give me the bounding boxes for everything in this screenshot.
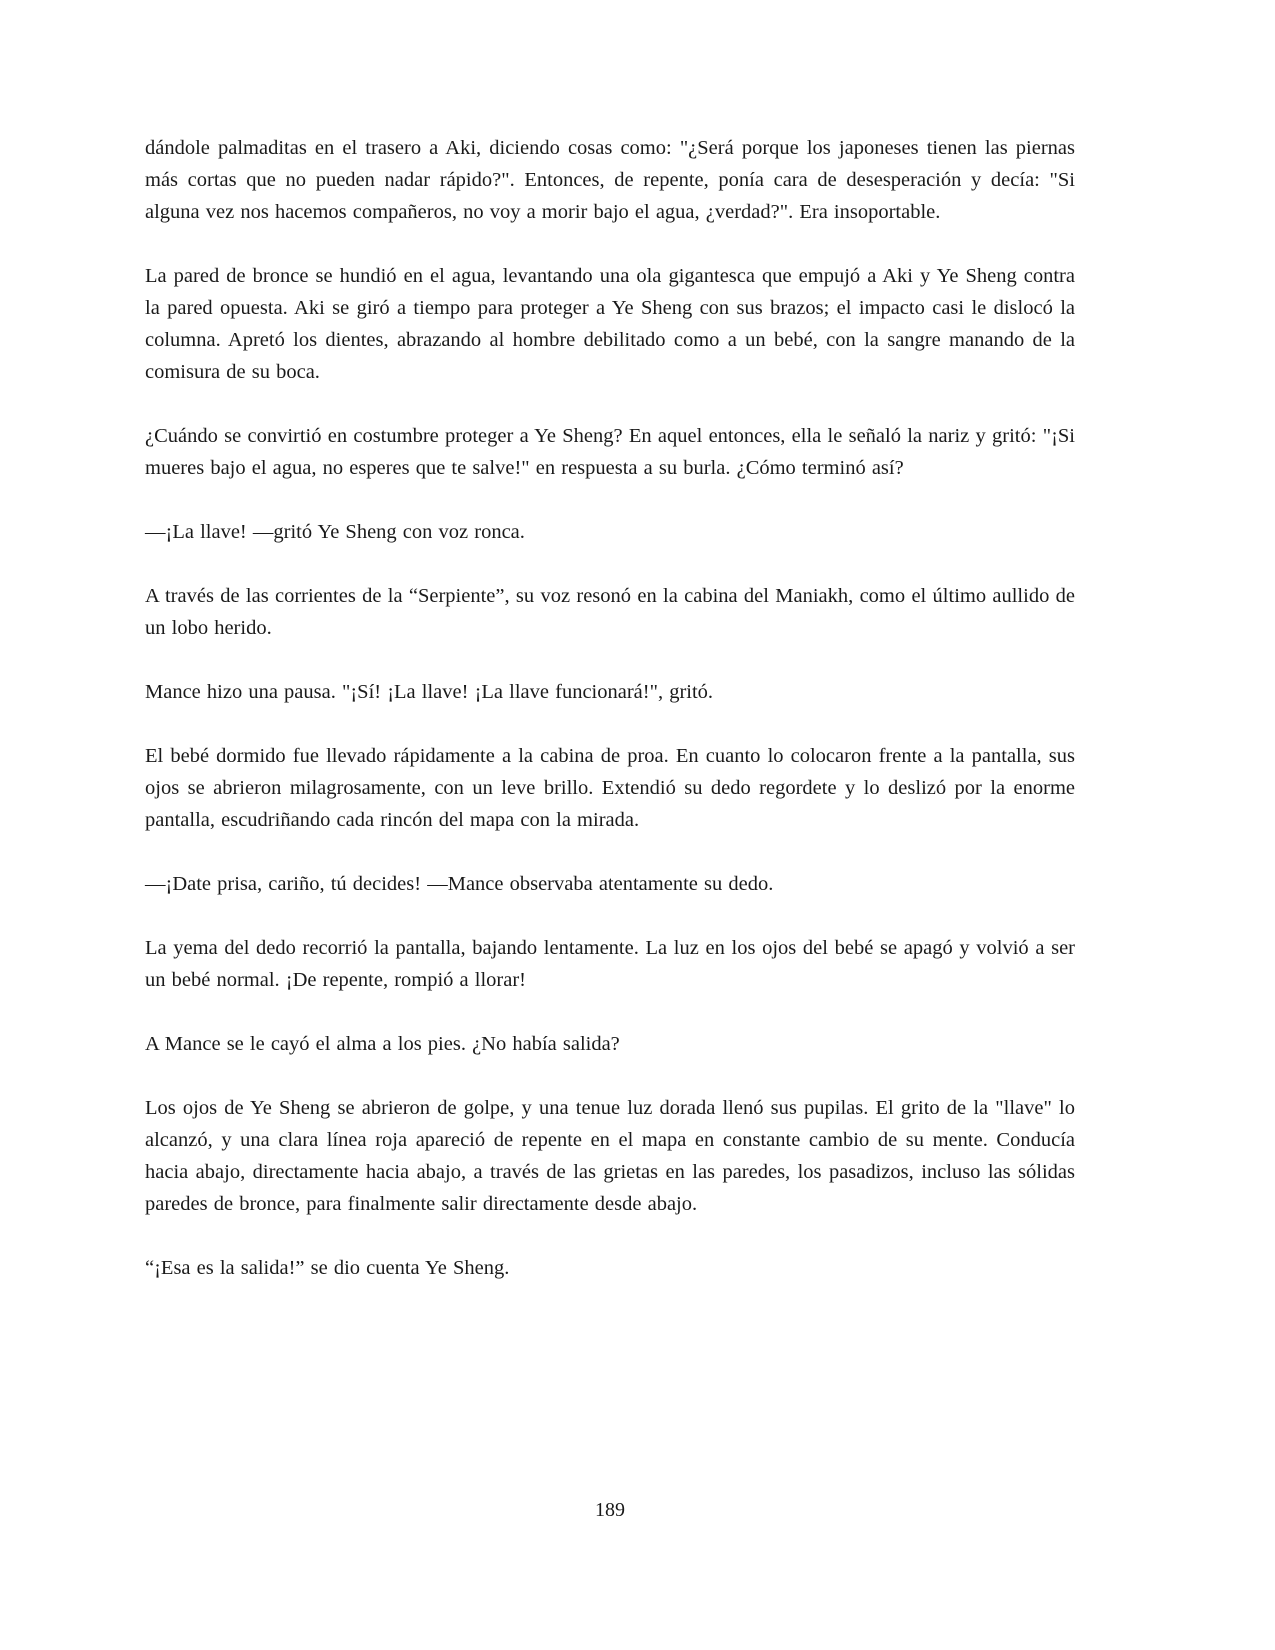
paragraph-3: ¿Cuándo se convirtió en costumbre proteger a Ye Sheng? En aquel entonces, ella le señaló la nariz y gritó: "¡Si mueres bajo el agua, no esperes que te salve!" en respuesta a su burla. ¿Cómo terminó así?: [145, 425, 1075, 479]
paragraph-2: La pared de bronce se hundió en el agua, levantando una ola gigantesca que empujó a Aki y Ye Sheng contra la pared opuesta. Aki se giró a tiempo para proteger a Ye Sheng con sus brazos; el impacto casi le dislocó la columna. Apretó los dientes, abrazando al hombre debilitado como a un bebé, con la sangre manando de la comisura de su boca.: [145, 265, 1075, 383]
paragraph-11: Los ojos de Ye Sheng se abrieron de golpe, y una tenue luz dorada llenó sus pupilas. El grito de la "llave" lo alcanzó, y una clara línea roja apareció de repente en el mapa en constante cambio de su mente. Conducía hacia abajo, directamente hacia abajo, a través de las grietas en las paredes, los pasadizos, incluso las sólidas paredes de bronce, para finalmente salir directamente desde abajo.: [145, 1097, 1075, 1215]
paragraph-9: La yema del dedo recorrió la pantalla, bajando lentamente. La luz en los ojos del bebé se apagó y volvió a ser un bebé normal. ¡De repente, rompió a llorar!: [145, 937, 1075, 991]
paragraph-12: “¡Esa es la salida!” se dio cuenta Ye Sheng.: [145, 1257, 510, 1279]
paragraph-6: Mance hizo una pausa. "¡Sí! ¡La llave! ¡La llave funcionará!", gritó.: [145, 681, 714, 703]
paragraph-7: El bebé dormido fue llevado rápidamente a la cabina de proa. En cuanto lo colocaron frente a la pantalla, sus ojos se abrieron milagrosamente, con un leve brillo. Extendió su dedo regordete y lo deslizó por la enorme pantalla, escudriñando cada rincón del mapa con la mirada.: [145, 745, 1075, 831]
page-number: 189: [595, 1499, 625, 1521]
paragraph-10: A Mance se le cayó el alma a los pies. ¿No había salida?: [145, 1033, 620, 1055]
paragraph-5: A través de las corrientes de la “Serpiente”, su voz resonó en la cabina del Maniakh, como el último aullido de un lobo herido.: [145, 585, 1075, 639]
paragraph-1: dándole palmaditas en el trasero a Aki, diciendo cosas como: "¿Será porque los japoneses tienen las piernas más cortas que no pueden nadar rápido?". Entonces, de repente, ponía cara de desesperación y decía: "Si alguna vez nos hacemos compañeros, no voy a morir bajo el agua, ¿verdad?". Era insoportable.: [145, 137, 1075, 223]
paragraph-8: —¡Date prisa, cariño, tú decides! —Mance observaba atentamente su dedo.: [145, 873, 774, 895]
paragraph-4: —¡La llave! —gritó Ye Sheng con voz ronca.: [145, 521, 525, 543]
